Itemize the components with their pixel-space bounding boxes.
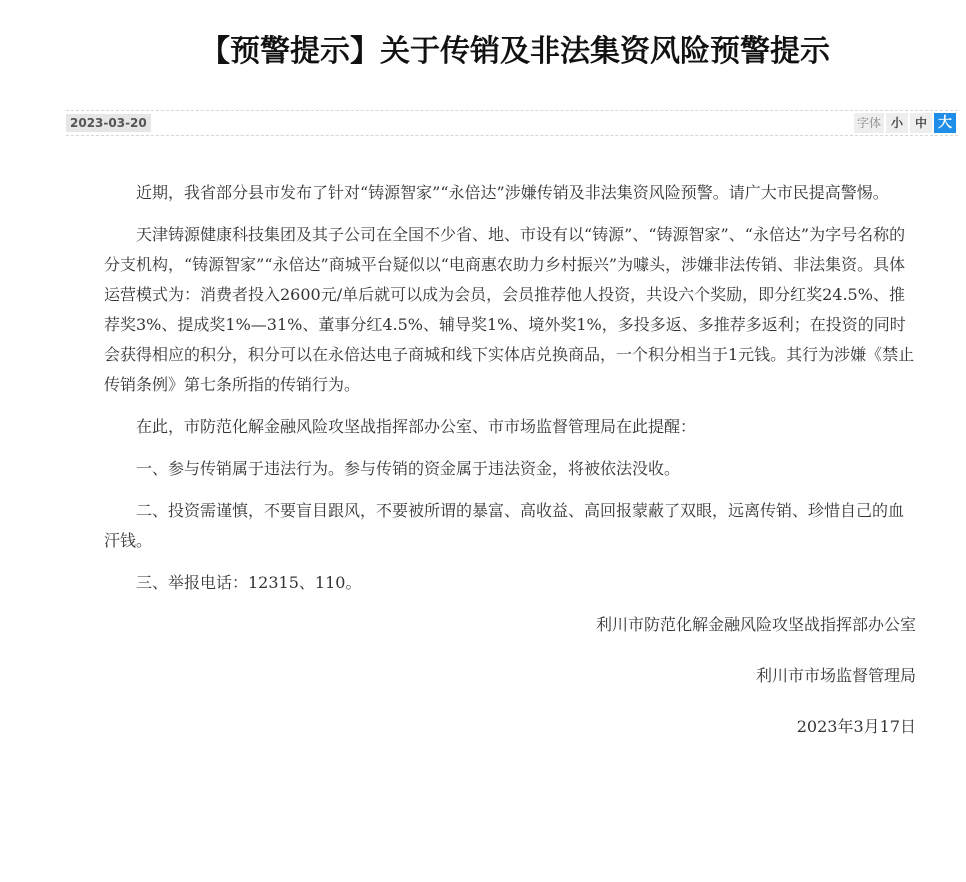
body-paragraph: 天津铸源健康科技集团及其子公司在全国不少省、地、市设有以“铸源”、“铸源智家”、“永倍达”为字号名称的分支机构，“铸源智家”“永倍达”商城平台疑似以“电商惠农助力乡村振兴”为噱头，涉嫌非法传销、非法集资。具体运营模式为：消费者投入2600元/单后就可以成为会员，会员推荐他人投资，共设六个奖励，即分红奖24.5%、推荐奖3%、提成奖1%—31%、董事分红4.5%、辅导奖1%、境外奖1%，多投多返、多推荐多返利；在投资的同时会获得相应的积分，积分可以在永倍达电子商城和线下实体店兑换商品，一个积分相当于1元钱。其行为涉嫌《禁止传销条例》第七条所指的传销行为。 [104,225,915,394]
font-size-medium-button[interactable]: 中 [910,113,932,133]
signature-date: 2023年3月17日 [796,717,916,736]
body-paragraph: 一、参与传销属于违法行为。参与传销的资金属于违法资金，将被依法没收。 [136,459,681,478]
font-size-small-button[interactable]: 小 [886,113,908,133]
article-meta-bar [66,110,958,136]
body-paragraph: 在此，市防范化解金融风险攻坚战指挥部办公室、市市场监督管理局在此提醒： [136,417,697,436]
font-size-controls [854,113,956,133]
body-paragraph: 近期，我省部分县市发布了针对“铸源智家”“永倍达”涉嫌传销及非法集资风险预警。请广大市民提高警惕。 [136,183,889,202]
article-body [104,178,916,742]
article-title: 【预警提示】关于传销及非法集资风险预警提示 [200,34,830,69]
publish-date: 2023-03-20 [66,114,151,132]
signature-issuer-bureau: 利川市市场监督管理局 [755,666,916,685]
signature-issuer-office: 利川市防范化解金融风险攻坚战指挥部办公室 [595,615,916,634]
body-paragraph: 二、投资需谨慎，不要盲目跟风，不要被所谓的暴富、高收益、高回报蒙蔽了双眼，远离传销、珍惜自己的血汗钱。 [104,501,905,550]
body-paragraph: 三、举报电话：12315、110。 [136,573,362,592]
font-size-large-button[interactable]: 大 [934,113,956,133]
font-size-label: 字体 [854,113,884,133]
